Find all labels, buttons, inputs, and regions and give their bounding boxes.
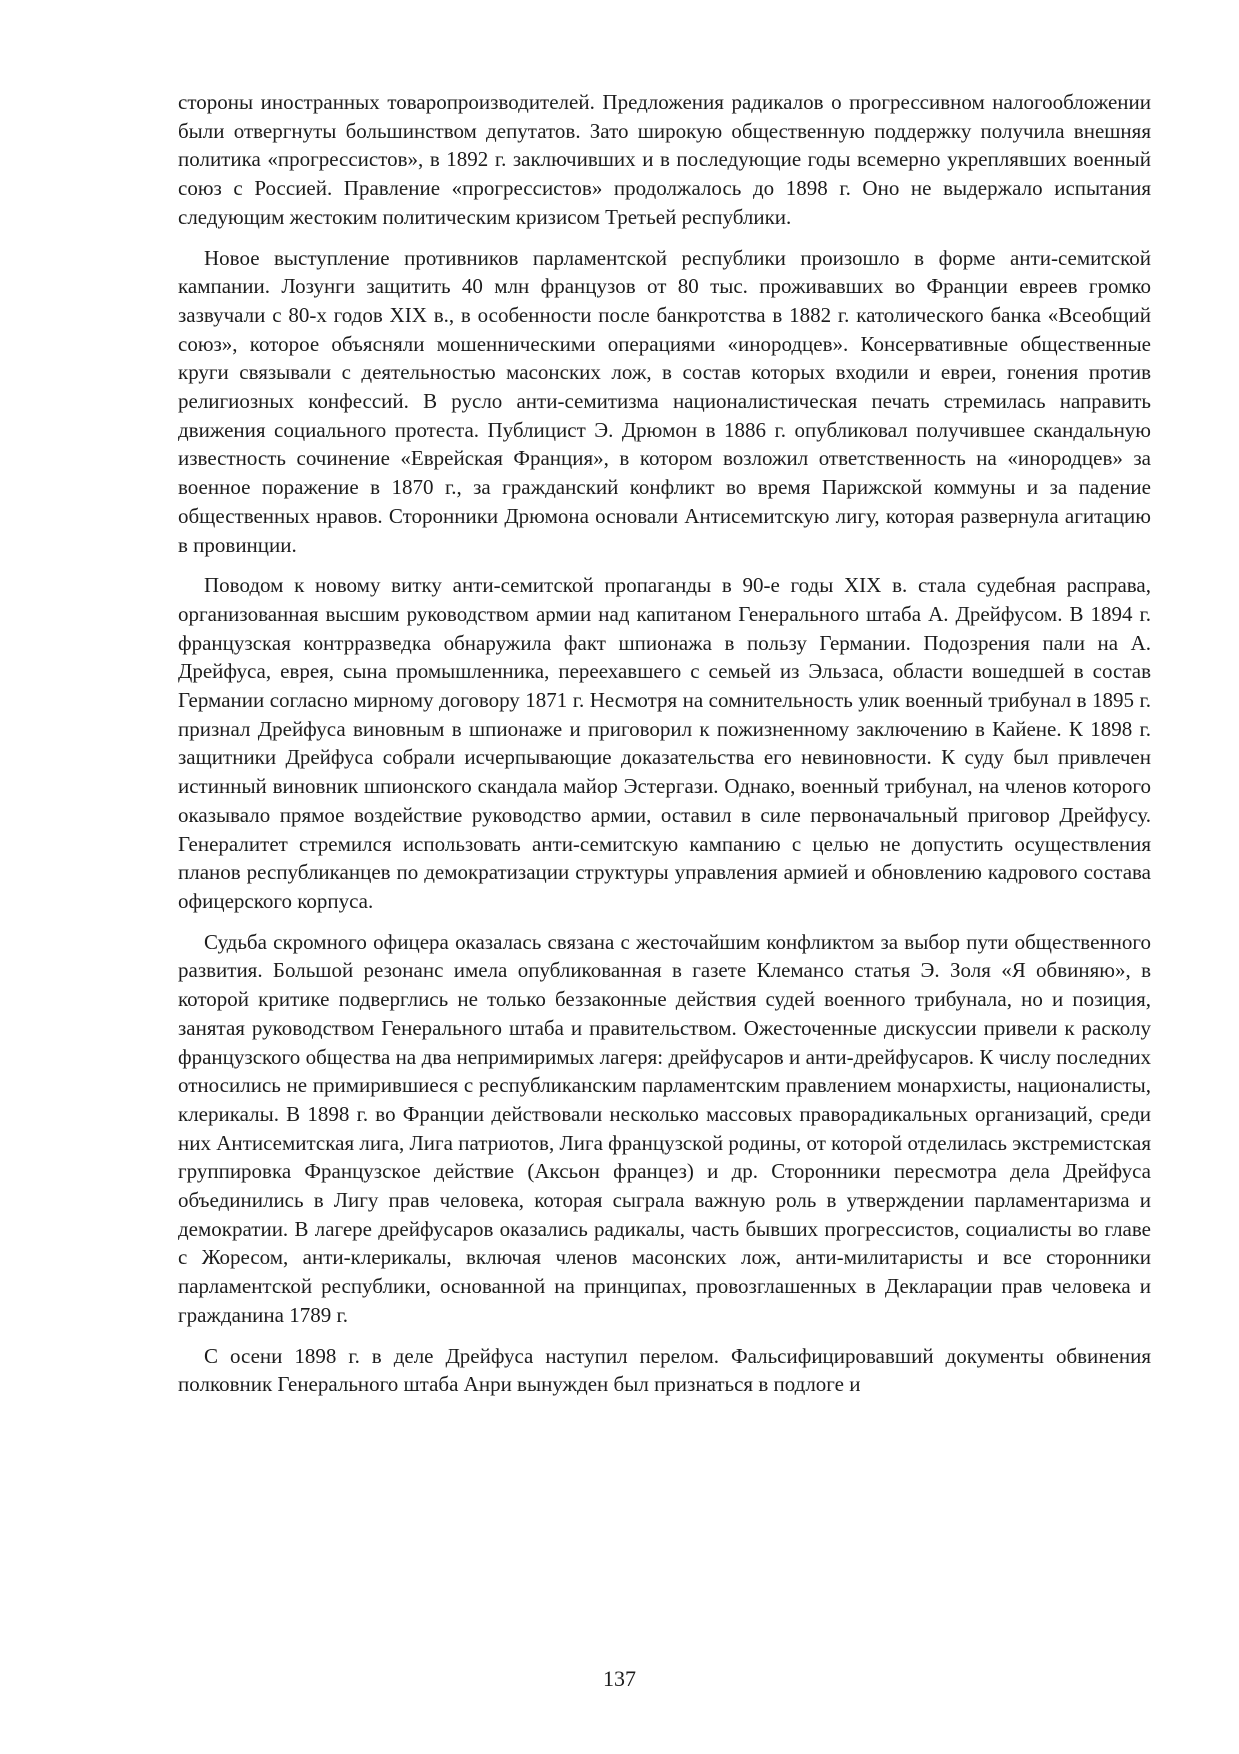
- page-body: [178, 88, 1151, 1411]
- paragraph-dreyfus-trial: Поводом к новому витку анти-семитской пропаганды в 90-е годы XIX в. стала судебная расправа, организованная высшим руководством армии над капитаном Генерального штаба А. Дрейфусом. В 1894 г. французская контрразведка обнаружила факт шпионажа в пользу Германии. Подозрения пали на А. Дрейфуса, еврея, сына промышленника, переехавшего с семьей из Эльзаса, области вошедшей в состав Германии согласно мирному договору 1871 г. Несмотря на сомнительность улик военный трибунал в 1895 г. признал Дрейфуса виновным в шпионаже и приговорил к пожизненному заключению в Кайене. К 1898 г. защитники Дрейфуса собрали исчерпывающие доказательства его невиновности. К суду был привлечен истинный виновник шпионского скандала майор Эстергази. Однако, военный трибунал, на членов которого оказывало прямое воздействие руководство армии, оставил в силе первоначальный приговор Дрейфусу. Генералитет стремился использовать анти-семитскую кампанию с целью не допустить осуществления планов республиканцев по демократизации структуры управления армией и обновлению кадрового состава офицерского корпуса.: [178, 573, 1151, 913]
- paragraph-antisemitic-campaign: Новое выступление противников парламентской республики произошло в форме анти-семитской кампании. Лозунги защитить 40 млн французов от 80 тыс. проживавших во Франции евреев громко зазвучали с 80-х годов XIX в., в особенности после банкротства в 1882 г. католического банка «Всеобщий союз», которое объясняли мошенническими операциями «инородцев». Консервативные общественные круги связывали с деятельностью масонских лож, в состав которых входили и евреи, гонения против религиозных конфессий. В русло анти-семитизма националистическая печать стремилась направить движения социального протеста. Публицист Э. Дрюмон в 1886 г. опубликовал получившее скандальную известность сочинение «Еврейская Франция», в котором возложил ответственность на «инородцев» за военное поражение в 1870 г., за гражданский конфликт во время Парижской коммуны и за падение общественных нравов. Сторонники Дрюмона основали Антисемитскую лигу, которая развернула агитацию в провинции.: [178, 245, 1151, 557]
- paragraph-continuation: стороны иностранных товаропроизводителей. Предложения радикалов о прогрессивном налогообложении были отвергнуты большинством депутатов. Зато широкую общественную поддержку получила внешняя политика «прогрессистов», в 1892 г. заключивших и в последующие годы всемерно укреплявших военный союз с Россией. Правление «прогрессистов» продолжалось до 1898 г. Оно не выдержало испытания следующим жестоким политическим кризисом Третьей республики.: [178, 90, 1151, 229]
- paragraph-dreyfus-affair-split: Судьба скромного офицера оказалась связана с жесточайшим конфликтом за выбор пути общественного развития. Большой резонанс имела опубликованная в газете Клемансо статья Э. Золя «Я обвиняю», в которой критике подверглись не только беззаконные действия судей военного трибунала, но и позиция, занятая руководством Генерального штаба и правительством. Ожесточенные дискуссии привели к расколу французского общества на два непримиримых лагеря: дрейфусаров и анти-дрейфусаров. К числу последних относились не примирившиеся с республиканским парламентским правлением монархисты, националисты, клерикалы. В 1898 г. во Франции действовали несколько массовых праворадикальных организаций, среди них Антисемитская лига, Лига патриотов, Лига французской родины, от которой отделилась экстремистская группировка Французское действие (Аксьон францез) и др. Сторонники пересмотра дела Дрейфуса объединились в Лигу прав человека, которая сыграла важную роль в утверждении парламентаризма и демократии. В лагере дрейфусаров оказались радикалы, часть бывших прогрессистов, социалисты во главе с Жоресом, анти-клерикалы, включая членов масонских лож, анти-милитаристы и все сторонники парламентской республики, основанной на принципах, провозглашенных в Декларации прав человека и гражданина 1789 г.: [178, 929, 1151, 1327]
- page-number: 137: [603, 1666, 636, 1691]
- paragraph-turning-point: С осени 1898 г. в деле Дрейфуса наступил перелом. Фальсифицировавший документы обвинения полковник Генерального штаба Анри вынужден был признаться в подлоге и: [178, 1343, 1151, 1397]
